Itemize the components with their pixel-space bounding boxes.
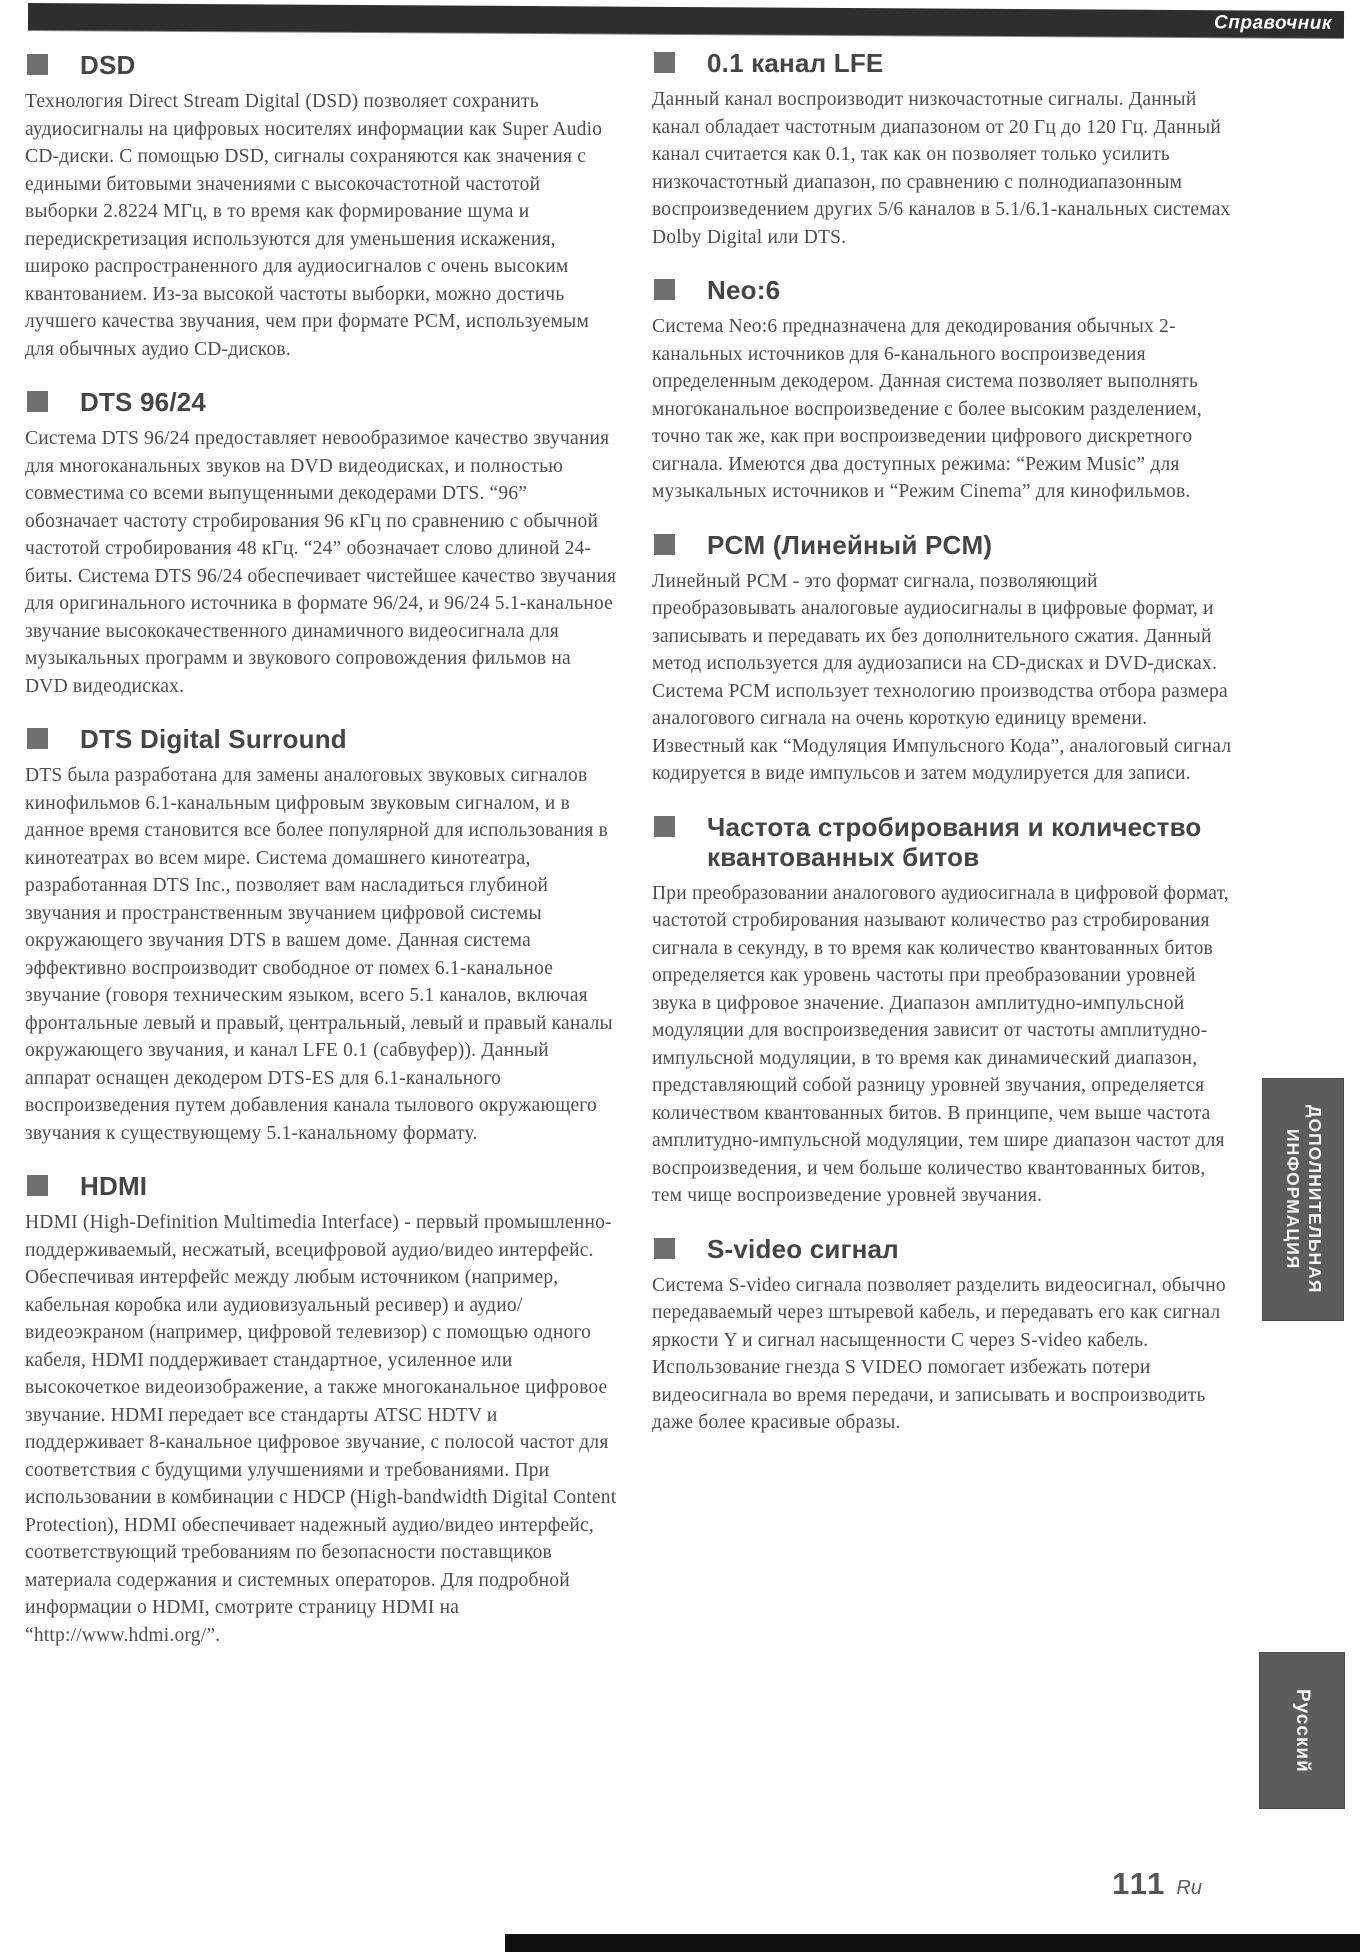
left-column bbox=[25, 50, 617, 1673]
section-heading bbox=[652, 1234, 1240, 1264]
section-body: DTS была разработана для замены аналоговых звуковых сигналов кинофильмов 6.1-канальным цифровым звуковым сигналом, и в данное время становится все более популярной для использования в кинотеатрах во всем мире. Система домашнего кинотеатра, разработанная DTS Inc., позволяет вам насладиться глубиной звучания и пространственным звучанием цифровой системы окружающего звучания DTS в вашем доме. Данная система эффективно воспроизводит свободное от помех 6.1-канальное звучание (говоря техническим языком, всего 5.1 каналов, включая фронтальные левый и правый, центральный, левый и правый каналы окружающего звучания, и канал LFE 0.1 (сабвуфер)). Данный аппарат оснащен декодером DTS-ES для 6.1-канального воспроизведения путем добавления канала тылового окружающего звучания к существующему 5.1-канальному формату. bbox=[25, 765, 613, 1144]
page-language-code: Ru bbox=[1176, 1877, 1202, 1899]
section-body: Технология Direct Stream Digital (DSD) позволяет сохранить аудиосигналы на цифровых носителях информации как Super Audio CD-диски. С помощью DSD, сигналы сохраняются как значения с едиными битовыми значениями с высокочастотной частотой выборки 2.8224 МГц, в то время как формирование шума и передискретизация используются для уменьшения искажения, широко распространенного для аудиосигналов с очень высоким квантованием. Из-за высокой частоты выборки, можно достичь лучшего качества звучания, чем при формате PCM, используемым для обычных аудио CD-дисков. bbox=[25, 91, 603, 360]
header-title: Справочник bbox=[1213, 12, 1333, 34]
section-neo6 bbox=[652, 275, 1240, 506]
section-dts-96-24 bbox=[25, 387, 617, 700]
section-heading bbox=[25, 1171, 617, 1201]
side-tab-label: ДОПОЛНИТЕЛЬНАЯ ИНФОРМАЦИЯ bbox=[1283, 1105, 1325, 1294]
section-title: S-video сигнал bbox=[707, 1233, 899, 1264]
section-heading bbox=[25, 50, 617, 80]
section-pcm bbox=[652, 530, 1240, 788]
section-body: Система Neo:6 предназначена для декодирования обычных 2-канальных источников для 6-канального воспроизведения определенным декодером. Данная система позволяет выполнять многоканальное воспроизведение с более высоким разделением, точно так же, как при воспроизведении цифрового дискретного сигнала. Имеются два доступных режима: “Режим Music” для музыкальных источников и “Режим Cinema” для кинофильмов. bbox=[652, 316, 1202, 502]
section-dsd bbox=[25, 50, 617, 363]
section-body: Система S-video сигнала позволяет разделить видеосигнал, обычно передаваемый через штыревой кабель, и передавать его как сигнал яркости Y и сигнал насыщенности C через S-video кабель. Использование гнезда S VIDEO помогает избежать потери видеосигнала во время передачи, и записывать и воспроизводить даже более красивые образы. bbox=[652, 1274, 1226, 1433]
section-title: DTS 96/24 bbox=[80, 387, 207, 417]
square-bullet-icon bbox=[27, 728, 48, 749]
square-bullet-icon bbox=[654, 1238, 675, 1259]
section-sampling-frequency bbox=[652, 812, 1240, 1210]
square-bullet-icon bbox=[27, 391, 48, 412]
section-heading bbox=[25, 387, 617, 417]
scan-edge-bar bbox=[505, 1934, 1360, 1952]
side-tab-additional-information bbox=[1262, 1078, 1344, 1321]
section-body: Линейный PCM - это формат сигнала, позволяющий преобразовывать аналоговые аудиосигналы в цифровые формат, и записывать и передавать их без дополнительного сжатия. Данный метод используется для аудиозаписи на CD-дисках и DVD-дисках. Система PCM использует технологию производства отбора размера аналогового сигнала на очень короткую единицу времени. Известный как “Модуляция Импульсного Кода”, аналоговый сигнал кодируется в виде импульсов и затем модулируется для записи. bbox=[652, 570, 1232, 784]
section-lfe-channel bbox=[652, 48, 1240, 251]
square-bullet-icon bbox=[654, 534, 675, 555]
section-heading bbox=[652, 812, 1240, 872]
section-dts-digital-surround bbox=[25, 724, 617, 1147]
section-heading bbox=[652, 530, 1240, 560]
section-body: Данный канал воспроизводит низкочастотные сигналы. Данный канал обладает частотным диапазоном от 20 Гц до 120 Гц. Данный канал считается как 0.1, так как он позволяет только усилить низкочастотный диапазон, по сравнению с полнодиапазонным воспроизведением других 5/6 каналов в 5.1/6.1-канальных системах Dolby Digital или DTS. bbox=[652, 89, 1231, 248]
square-bullet-icon bbox=[654, 279, 675, 300]
header-bar bbox=[28, 3, 1344, 38]
section-title: DSD bbox=[80, 50, 136, 80]
square-bullet-icon bbox=[27, 1175, 48, 1196]
right-column bbox=[652, 48, 1240, 1461]
section-heading bbox=[25, 724, 617, 754]
section-title: Neo:6 bbox=[707, 275, 781, 305]
page-number bbox=[1112, 1866, 1202, 1902]
side-tab-language bbox=[1259, 1652, 1345, 1809]
square-bullet-icon bbox=[27, 54, 48, 75]
section-title: 0.1 канал LFE bbox=[707, 48, 884, 78]
square-bullet-icon bbox=[654, 816, 675, 837]
section-title: DTS Digital Surround bbox=[80, 724, 347, 754]
square-bullet-icon bbox=[654, 52, 675, 73]
section-body: При преобразовании аналогового аудиосигнала в цифровой формат, частотой стробирования называют количество раз стробирования сигнала в секунду, в то время как количество квантованных битов определяется как уровень частоты при преобразовании уровней звука в цифровое значение. Диапазон амплитудно-импульсной модуляции для воспроизведения зависит от частоты амплитудно-импульсной модуляции, в то время как динамический диапазон, представляющий собой разницу уровней звучания, определяется количеством квантованных битов. В принципе, чем выше частота амплитудно-импульсной модуляции, тем шире диапазон частот для воспроизведения, и чем больше количество квантованных битов, тем чище воспроизведение уровней звучания. bbox=[652, 882, 1229, 1206]
section-heading bbox=[652, 275, 1240, 305]
section-title: Частота стробирования и количество квантованных битов bbox=[707, 811, 1202, 872]
section-hdmi bbox=[25, 1171, 617, 1649]
section-title: HDMI bbox=[80, 1171, 148, 1201]
page-number-value: 111 bbox=[1112, 1866, 1167, 1901]
side-tab-label: Русский bbox=[1291, 1688, 1313, 1773]
section-title: PCM (Линейный PCM) bbox=[707, 529, 993, 560]
section-body: HDMI (High-Definition Multimedia Interface) - первый промышленно-поддерживаемый, несжатый, всецифровой аудио/видео интерфейс. Обеспечивая интерфейс между любым источником (например, кабельная коробка или аудиовизуальный ресивер) и аудио/видеоэкраном (например, цифровой телевизор) с помощью одного кабеля, HDMI поддерживает стандартное, усиленное или высокочеткое видеоизображение, а также многоканальное цифровое звучание. HDMI передает все стандарты ATSC HDTV и поддерживает 8-канальное цифровое звучание, с полосой частот для соответствия с будущими улучшениями и требованиями. При использовании в комбинации с HDCP (High-bandwidth Digital Content Protection), HDMI обеспечивает надежный аудио/видео интерфейс, соответствующий требованиям по безопасности поставщиков материала содержания и системных операторов. Для подробной информации о HDMI, смотрите страницу HDMI на “http://www.hdmi.org/”. bbox=[25, 1212, 617, 1646]
section-heading bbox=[652, 48, 1240, 78]
section-s-video bbox=[652, 1234, 1240, 1437]
section-body: Система DTS 96/24 предоставляет невообразимое качество звучания для многоканальных звуков на DVD видеодисках, и полностью совместима со всеми выпущенными декодерами DTS. “96” обозначает частоту стробирования 96 кГц по сравнению с обычной частотой стробирования 48 кГц. “24” обозначает слово длиной 24-биты. Система DTS 96/24 обеспечивает чистейшее качество звучания для оригинального источника в формате 96/24, и 96/24 5.1-канальное звучание высококачественного динамичного видеосигнала для музыкальных программ и звукового сопровождения фильмов на DVD видеодисках. bbox=[25, 428, 617, 697]
